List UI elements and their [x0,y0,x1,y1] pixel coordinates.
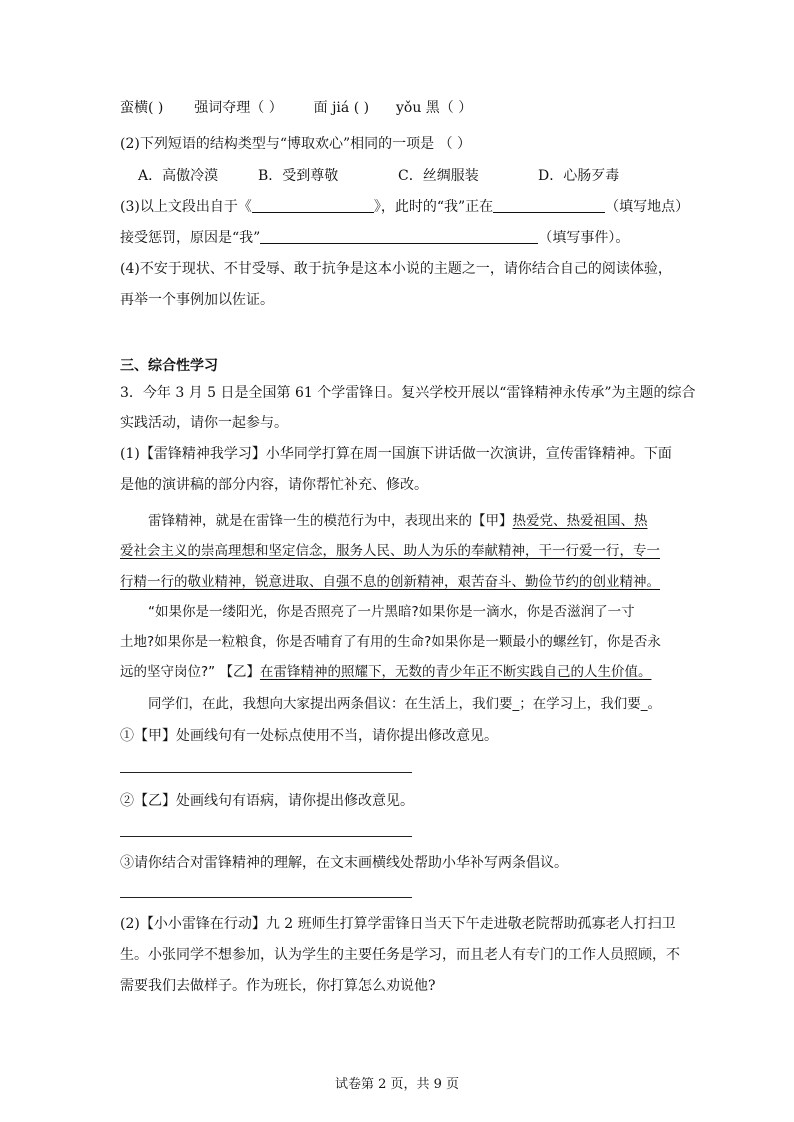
event-blank[interactable] [260,229,538,244]
option-c: C．丝绸服装 [398,168,479,184]
part1-line1: (1)【雷锋精神我学习】小华同学打算在周一国旗下讲话做一次演讲，宣传雷锋精神。下面 [120,446,672,462]
page-footer: 试卷第 2 页，共 9 页 [334,1077,460,1092]
location-blank[interactable] [493,198,605,213]
q2-2-stem: (2)下列短语的结构类型与“博取欢心”相同的一项是 （ ） [120,136,472,152]
speech-l6-plain: 远的坚守岗位?” 【乙】 [120,664,260,680]
speech-line-6 [120,662,651,682]
q2-2-options [138,166,619,186]
speech-line-5: 土地?如果你是一粒粮食，你是否哺育了有用的生命?如果你是一颗最小的螺丝钉，你是否永 [120,634,661,650]
speech-line-7: 同学们，在此，我想向大家提出两条倡议：在生活上，我们要_；在学习上，我们要_。 [148,696,661,712]
subq-1: ①【甲】处画线句有一处标点使用不当，请你提出修改意见。 [120,728,498,744]
answer-line-2[interactable] [120,836,412,837]
answer-line-1[interactable] [120,772,412,773]
speech-l1-plain: 雷锋精神，就是在雷锋一生的模范行为中，表现出来的【甲】 [148,513,513,529]
subq-3: ③请你结合对雷锋精神的理解，在文末画横线处帮助小华补写两条倡议。 [120,855,568,871]
q2-4-line2: 再举一个事例加以佐证。 [120,292,274,308]
section-heading: 三、综合性学习 [120,358,218,374]
q3-line1: 3．今年 3 月 5 日是全国第 61 个学雷锋日。复兴学校开展以“雷锋精神永传承”为主题的综合 [120,385,696,401]
part2-line2: 生。小张同学不想参加，认为学生的主要任务是学习，而且老人有专门的工作人员照顾，不 [120,947,680,963]
speech-line-3: 行精一行的敬业精神，锐意进取、自强不息的创新精神，艰苦奋斗、勤俭节约的创业精神。 [120,574,660,590]
q2-4-line1: (4)不安于现状、不甘受辱、敢于抗争是这本小说的主题之一，请你结合自己的阅读体验， [120,261,672,277]
option-d: D．心肠歹毒 [538,168,620,184]
part1-line2: 是他的演讲稿的部分内容，请你帮忙补充、修改。 [120,477,428,493]
q3-line2: 实践活动，请你一起参与。 [120,415,288,431]
part2-line3: 需要我们去做样子。作为班长，你打算怎么劝说他? [120,978,436,994]
item-youhei: yǒu 黑（ ） [396,100,473,116]
speech-line-1 [148,511,648,531]
answer-line-3[interactable] [120,897,412,898]
option-b: B．受到尊敬 [258,168,339,184]
jia-underlined-start: 热爱党、热爱祖国、热 [512,513,648,529]
q2-3-text-1: (3)以上文段出自于《 [120,199,252,215]
option-a: A．高傲冷漠 [138,168,219,184]
q2-3-line1 [120,197,689,217]
part2-line1: (2)【小小雷锋在行动】九 2 班师生打算学雷锋日当天下午走进敬老院帮助孤寡老人打扫卫 [120,916,676,932]
q2-3-text-2: 》，此时的“我”正在 [373,199,494,215]
item-qiangci: 强词夺理（ ） [194,100,283,116]
q2-3-line2 [120,228,629,248]
q2-3-text-3: （填写地点） [605,199,690,215]
item-manheng: 蛮横( ) [120,100,164,116]
speech-line-4: “如果你是一缕阳光，你是否照亮了一片黑暗?如果你是一滴水，你是否滋润了一寸 [148,604,635,620]
yi-underlined: 在雷锋精神的照耀下，无数的青少年正不断实践自己的人生价值。 [259,664,652,680]
q2-3-text-5: （填写事件）。 [538,230,630,246]
item-mianjia: 面 jiá ( ) [313,100,370,116]
subq-2: ②【乙】处画线句有语病，请你提出修改意见。 [120,793,414,809]
q2-3-text-4: 接受惩罚，原因是“我” [120,230,261,246]
speech-line-2: 爱社会主义的崇高理想和坚定信念，服务人民、助人为乐的奉献精神，干一行爱一行，专一 [120,543,660,559]
book-title-blank[interactable] [252,198,374,213]
pinyin-items-row [120,98,472,118]
